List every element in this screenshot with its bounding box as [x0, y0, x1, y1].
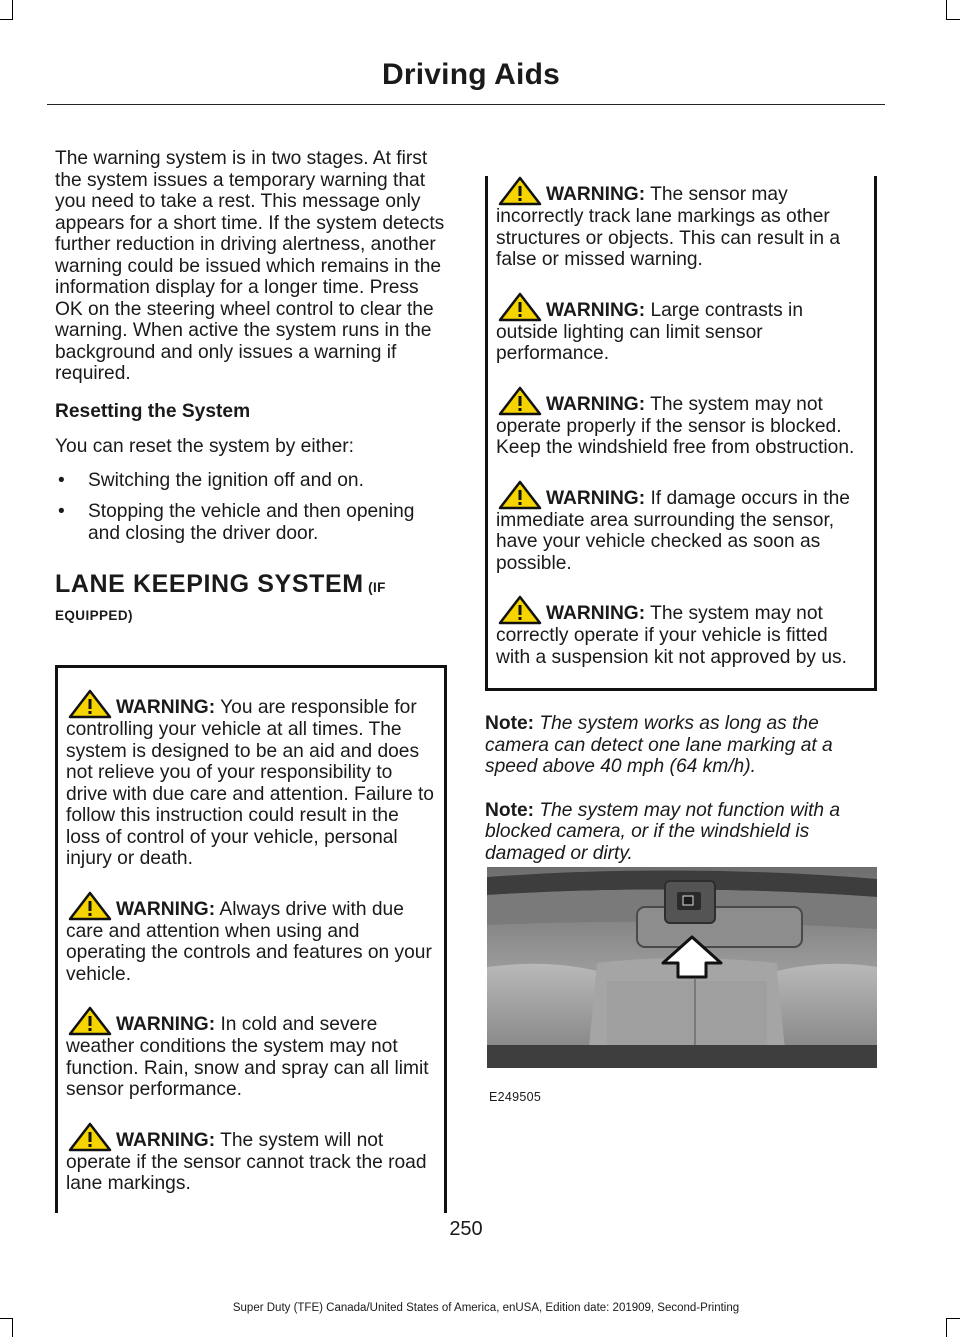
reset-options-list: [55, 470, 447, 545]
warning-triangle-icon: [498, 292, 542, 322]
list-item: • Stopping the vehicle and then opening and closing the driver door.: [58, 501, 415, 544]
crop-mark: [0, 19, 13, 20]
warning-triangle-icon: [498, 386, 542, 416]
warning-item: WARNING: The system may not correctly operate if your vehicle is fitted with a suspension kit not approved by us.: [496, 595, 866, 668]
warning-item: WARNING: You are responsible for controlling your vehicle at all times. The system is designed to be an aid and does not relieve you of your responsibility to drive with due care and attention. Failure to follow this instruction could result in the loss of control of your vehicle, personal injury or death.: [66, 689, 436, 870]
warning-triangle-icon: [68, 1006, 112, 1036]
subheading-resetting: Resetting the System: [55, 400, 251, 422]
warning-item: WARNING: If damage occurs in the immediate area surrounding the sensor, have your vehicle checked as soon as possible.: [496, 480, 866, 575]
warning-triangle-icon: [68, 689, 112, 719]
warning-box-left: [55, 665, 447, 1213]
crop-mark: [0, 1318, 13, 1319]
list-item: • Switching the ignition off and on.: [58, 469, 364, 491]
warning-triangle-icon: [68, 891, 112, 921]
warning-box-right: [485, 176, 877, 691]
warning-triangle-icon: [498, 176, 542, 206]
crop-mark: [946, 19, 960, 20]
figure-code: E249505: [489, 1090, 542, 1104]
warning-triangle-icon: [498, 480, 542, 510]
warning-item: WARNING: In cold and severe weather conditions the system may not function. Rain, snow and spray can all limit sensor performance.: [66, 1006, 436, 1101]
warning-triangle-icon: [498, 595, 542, 625]
left-column: [55, 148, 447, 1213]
crop-mark: [946, 1318, 960, 1319]
warning-triangle-icon: [68, 1122, 112, 1152]
page-footer: Super Duty (TFE) Canada/United States of America, enUSA, Edition date: 201909, Second-Printing: [232, 1302, 740, 1314]
warning-item: WARNING: The sensor may incorrectly track lane markings as other structures or objects. This can result in a false or missed warning.: [496, 176, 866, 271]
note-paragraph: Note: The system may not function with a blocked camera, or if the windshield is damaged or dirty.: [485, 799, 841, 864]
warning-item: WARNING: The system will not operate if the sensor cannot track the road lane markings.: [66, 1122, 436, 1195]
header-divider: [47, 104, 885, 105]
crop-mark: [12, 1318, 13, 1337]
crop-mark: [946, 1318, 947, 1337]
section-heading: [55, 570, 447, 633]
right-column: [485, 148, 877, 864]
section-suffix: EQUIPPED): [55, 608, 133, 623]
bullet-icon: •: [58, 501, 65, 522]
warning-item: WARNING: Large contrasts in outside lighting can limit sensor performance.: [496, 292, 866, 365]
warning-item: WARNING: Always drive with due care and attention when using and operating the controls and features on your vehicle.: [66, 891, 436, 986]
reset-intro: You can reset the system by either:: [55, 436, 354, 457]
section-suffix: (IF: [368, 580, 386, 595]
page-number: 250: [449, 1218, 483, 1240]
section-title: LANE KEEPING SYSTEM: [55, 570, 364, 598]
bullet-icon: •: [58, 469, 65, 491]
crop-mark: [12, 0, 13, 20]
windshield-camera-illustration: [487, 867, 877, 1068]
windshield-camera-figure: [487, 867, 877, 1068]
warning-item: WARNING: The system may not operate properly if the sensor is blocked. Keep the windshield free from obstruction.: [496, 386, 866, 459]
note-paragraph: Note: The system works as long as the camera can detect one lane marking at a speed above 40 mph (64 km/h).: [485, 713, 833, 777]
page-header-title: Driving Aids: [382, 58, 560, 91]
intro-paragraph: The warning system is in two stages. At first the system issues a temporary warning that you need to take a rest. This message only appears for a short time. If the system detects further reduction in driving alertness, another warning could be issued which remains in the information display for a longer time. Press OK on the steering wheel control to clear the warning. When active the system runs in the background and only issues a warning if required.: [55, 148, 445, 384]
crop-mark: [946, 0, 947, 20]
